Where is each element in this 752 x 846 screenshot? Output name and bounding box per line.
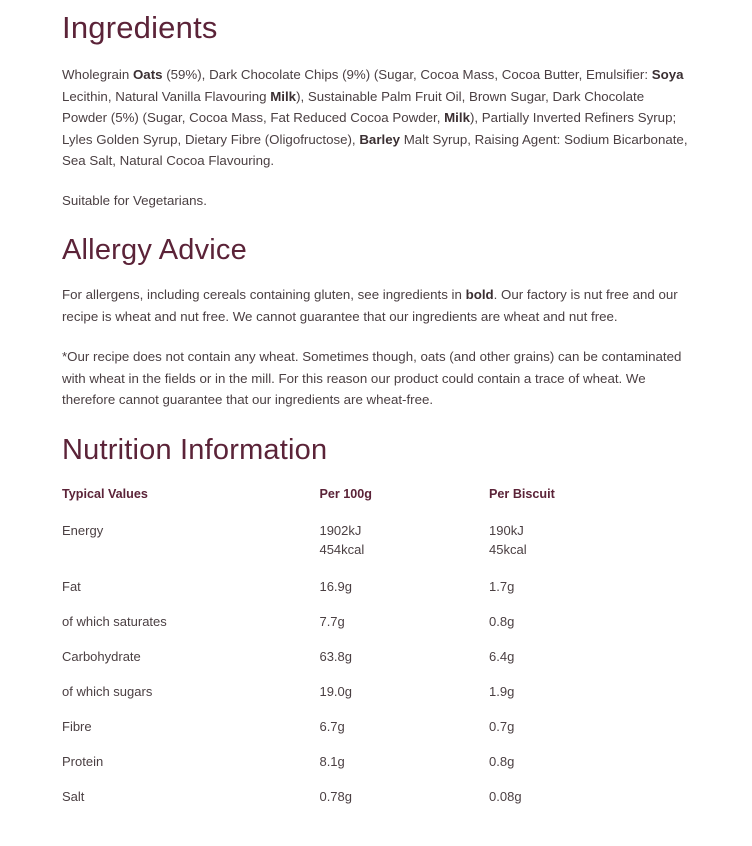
vegetarian-note: Suitable for Vegetarians.	[62, 192, 207, 208]
nutrition-table-body	[62, 513, 690, 814]
nutrient-label: Protein	[62, 753, 104, 769]
column-header-per-biscuit: Per Biscuit	[489, 486, 555, 501]
nutrient-label: of which sugars	[62, 683, 153, 699]
nutrient-label	[62, 540, 319, 569]
nutrition-table	[62, 481, 690, 814]
nutrient-label: of which saturates	[62, 613, 167, 629]
column-header-per-100g: Per 100g	[319, 486, 372, 501]
table-row	[62, 744, 690, 779]
value-per-biscuit: 0.8g	[489, 613, 515, 629]
allergen-highlight: Milk	[444, 110, 470, 125]
nutrition-table-head	[62, 481, 690, 513]
value-per-100g: 16.9g	[319, 578, 353, 594]
allergen-highlight: Soya	[651, 67, 684, 82]
nutrient-label: Fat	[62, 578, 81, 594]
value-per-100g: 19.0g	[319, 683, 353, 699]
table-row	[62, 674, 690, 709]
value-per-biscuit: 0.7g	[489, 718, 515, 734]
allergen-highlight: Oats	[132, 67, 163, 82]
value-per-100g: 1902kJ	[319, 522, 362, 538]
table-header-row	[62, 481, 690, 513]
allergen-highlight: Barley	[359, 131, 400, 147]
allergen-highlight: bold	[465, 287, 494, 302]
table-row	[62, 540, 690, 569]
value-per-100g: 8.1g	[319, 753, 345, 769]
value-per-biscuit: 1.9g	[489, 683, 515, 699]
value-per-biscuit: 45kcal	[489, 541, 527, 557]
value-per-biscuit: 0.8g	[489, 753, 515, 769]
value-per-100g: 6.7g	[319, 718, 345, 734]
ingredients-heading: Ingredients	[62, 10, 218, 45]
table-row	[62, 513, 690, 540]
allergy-advice-heading: Allergy Advice	[62, 234, 247, 266]
allergen-highlight: Milk	[270, 88, 297, 104]
value-per-biscuit: 190kJ	[489, 522, 524, 538]
nutrition-information-heading: Nutrition Information	[62, 433, 328, 466]
allergy-advice-paragraph-primary: For allergens, including cereals containing gluten, see ingredients in bold. Our factory is nut free and our recipe is wheat and nut free. We cannot guarantee that our ingredients are wheat and nut free.	[62, 287, 678, 324]
nutrient-label: Energy	[62, 522, 104, 538]
table-row	[62, 604, 690, 639]
table-row	[62, 569, 690, 604]
table-row	[62, 709, 690, 744]
value-per-biscuit: 0.08g	[489, 788, 522, 804]
table-row	[62, 639, 690, 674]
table-row	[62, 779, 690, 814]
value-per-100g: 63.8g	[319, 648, 353, 664]
value-per-100g: 454kcal	[319, 541, 365, 557]
nutrient-label: Salt	[62, 788, 85, 804]
value-per-100g: 7.7g	[319, 613, 345, 629]
value-per-biscuit: 6.4g	[489, 648, 515, 664]
nutrient-label: Fibre	[62, 718, 92, 734]
value-per-100g: 0.78g	[319, 788, 353, 804]
allergy-advice-paragraph-secondary: *Our recipe does not contain any wheat. Sometimes though, oats (and other grains) can be contaminated with wheat in the fields or in the mill. For this reason our product could contain a trace of wheat. We therefore cannot guarantee that our ingredients are wheat-free.	[62, 349, 682, 407]
nutrient-label: Carbohydrate	[62, 648, 141, 664]
column-header-typical-values: Typical Values	[62, 486, 148, 501]
value-per-biscuit: 1.7g	[489, 578, 515, 594]
ingredients-list: Wholegrain Oats (59%), Dark Chocolate Chips (9%) (Sugar, Cocoa Mass, Cocoa Butter, Emulsifier: Soya Lecithin, Natural Vanilla Flavouring Milk), Sustainable Palm Fruit Oil, Brown Sugar, Dark Chocolate Powder (5%) (Sugar, Cocoa Mass, Fat Reduced Cocoa Powder, Milk), Partially Inverted Refiners Syrup; Lyles Golden Syrup, Dietary Fibre (Oligofructose), Barley Malt Syrup, Raising Agent: Sodium Bicarbonate, Sea Salt, Natural Cocoa Flavouring.	[62, 67, 688, 168]
